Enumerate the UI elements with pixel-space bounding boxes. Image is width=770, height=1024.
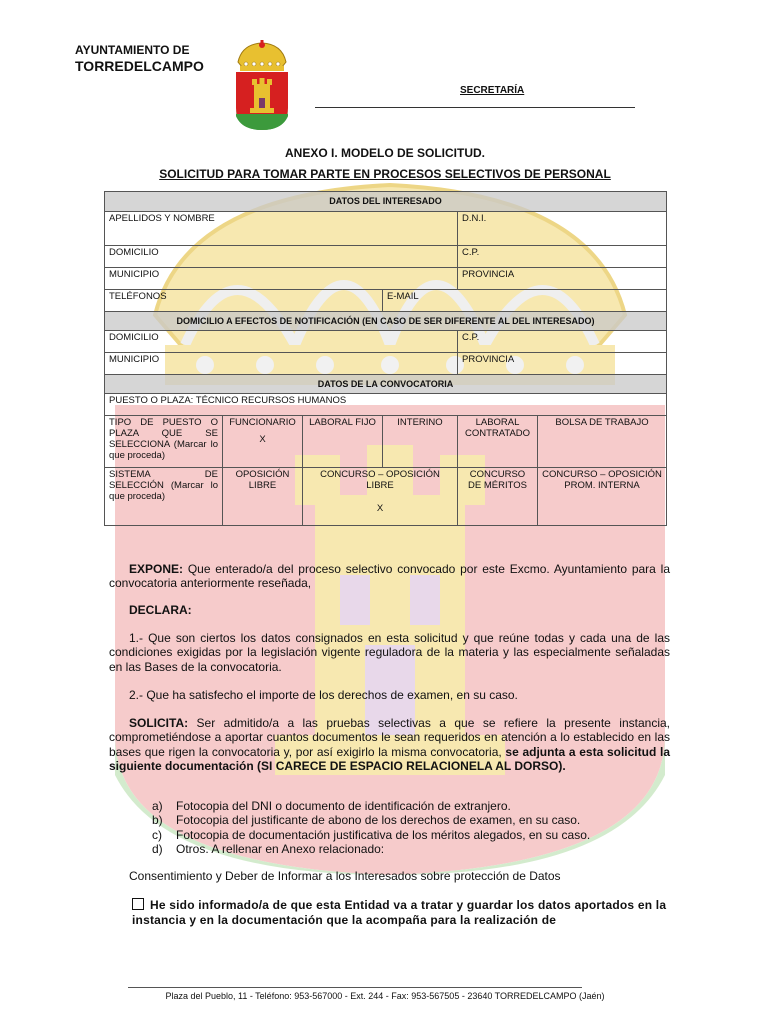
address-field[interactable] (105, 246, 458, 268)
footer-address: Plaza del Pueblo, 11 - Teléfono: 953-567000 - Ext. 244 - Fax: 953-567505 - 23640 TORREDELCAMPO (Jaén) (165, 991, 605, 1001)
dni-field[interactable] (458, 212, 667, 246)
department-label: SECRETARÍA (460, 85, 525, 96)
declara-item-1: 1.- Que son ciertos los datos consignados en esta solicitud y que reúne todas y cada una de las condiciones exigidas por la legislación vigente reguladora de la materia y las especialmente señaladas en las Bases de la convocatoria. (109, 631, 670, 674)
declara-heading (109, 603, 670, 617)
option-oposicion-libre-label: OPOSICIÓN LIBRE (235, 469, 290, 491)
municipality-label: MUNICIPIO (109, 269, 160, 280)
expone-label: EXPONE: (129, 562, 184, 576)
post-label: PUESTO O PLAZA: TÉCNICO RECURSOS HUMANOS (109, 395, 347, 406)
option-concurso-oposicion-label: CONCURSO – OPOSICIÓN LIBRE (320, 469, 440, 491)
option-oposicion-libre[interactable] (223, 468, 303, 526)
org-name-line2: TORREDELCAMPO (75, 58, 204, 74)
list-item-letter: a) (152, 799, 163, 813)
expone-text: Que enterado/a del proceso selectivo convocado por este Excmo. Ayuntamiento para la convocatoria anteriormente reseñada, (109, 562, 670, 591)
address-label: DOMICILIO (109, 247, 159, 258)
notif-province-field[interactable] (458, 353, 667, 375)
funcionario-mark: X (259, 434, 266, 445)
documents-list (152, 799, 590, 857)
solicita-text: Ser admitido/a a las pruebas selectivas a que se refiere la presente instancia, comprometiéndose a aportar cuantos documentos le sean requeridos en atención a lo establecido en las bases que rigen la convocatoria y, por así exigirlo la misma convocatoria, (109, 716, 670, 759)
postcode-field[interactable] (458, 246, 667, 268)
option-concurso-meritos-label: CONCURSO DE MÉRITOS (468, 469, 527, 491)
list-item (152, 842, 590, 856)
option-laboral-contratado[interactable] (458, 416, 538, 468)
coat-of-arms-logo (232, 40, 292, 132)
province-field[interactable] (458, 268, 667, 290)
annex-title: ANEXO I. MODELO DE SOLICITUD. (284, 146, 485, 160)
solicita-bold-text: se adjunta a esta solicitud la siguiente documentación (SI CARECE DE ESPACIO RELACIONELA AL DORSO). (109, 744, 670, 774)
option-bolsa-trabajo[interactable] (538, 416, 667, 468)
postcode-label: C.P. (462, 247, 480, 258)
province-label: PROVINCIA (462, 269, 515, 280)
email-label: E-MAIL (387, 291, 419, 302)
municipality-field[interactable] (105, 268, 458, 290)
list-item-text: Fotocopia del justificante de abono de los derechos de examen, en su caso. (176, 813, 581, 828)
consent-checkbox-text: He sido informado/a de que esta Entidad va a tratar y guardar los datos aportados en la instancia y en la documentación que la acompaña para la realización de (132, 898, 667, 927)
notif-province-label: PROVINCIA (462, 354, 515, 365)
list-item-text: Fotocopia del DNI o documento de identificación de extranjero. (176, 799, 511, 813)
option-concurso-meritos[interactable] (458, 468, 538, 526)
declara-label: DECLARA: (129, 603, 192, 617)
department-underline (315, 107, 635, 108)
org-name-line1: AYUNTAMIENTO DE (75, 43, 190, 57)
list-item-letter: c) (152, 827, 162, 842)
concurso-oposicion-mark: X (376, 503, 384, 514)
selection-system-label: SISTEMA DE SELECCIÓN (Marcar lo que proceda) (105, 468, 223, 526)
list-item (152, 813, 590, 827)
notif-address-label: DOMICILIO (109, 332, 159, 343)
list-item-text: Otros. A rellenar en Anexo relacionado: (176, 842, 385, 857)
option-interino[interactable] (383, 416, 458, 468)
notif-address-field[interactable] (105, 331, 458, 353)
notif-municipality-label: MUNICIPIO (109, 354, 160, 365)
section-call-header: DATOS DE LA CONVOCATORIA (105, 375, 667, 394)
list-item-letter: b) (152, 813, 163, 828)
option-laboral-fijo-label: LABORAL FIJO (309, 417, 376, 428)
phones-label: TELÉFONOS (109, 291, 167, 302)
form-title: SOLICITUD PARA TOMAR PARTE EN PROCESOS SELECTIVOS DE PERSONAL (159, 167, 611, 181)
option-laboral-contratado-label: LABORAL CONTRATADO (464, 417, 531, 439)
consent-heading: Consentimiento y Deber de Informar a los Interesados sobre protección de Datos (129, 869, 561, 883)
post-type-label: TIPO DE PUESTO O PLAZA QUE SE SELECCIONA (Marcar lo que proceda) (105, 416, 223, 468)
option-interino-label: INTERINO (397, 417, 443, 428)
solicita-paragraph (109, 716, 670, 774)
consent-checkbox[interactable] (132, 898, 144, 910)
section-applicant-header: DATOS DEL INTERESADO (105, 192, 667, 212)
consent-checkbox-row (132, 898, 670, 928)
surname-name-label: APELLIDOS Y NOMBRE (109, 213, 215, 224)
option-funcionario[interactable] (223, 416, 303, 468)
email-field[interactable] (383, 290, 667, 312)
dni-label: D.N.I. (462, 213, 487, 224)
list-item (152, 828, 590, 842)
option-concurso-prom-label: CONCURSO – OPOSICIÓN PROM. INTERNA (542, 469, 662, 491)
option-concurso-prom-interna[interactable] (538, 468, 667, 526)
list-item-letter: d) (152, 842, 163, 857)
option-funcionario-label: FUNCIONARIO (229, 417, 296, 428)
declara-item-2: 2.- Que ha satisfecho el importe de los derechos de examen, en su caso. (129, 688, 518, 702)
notif-municipality-field[interactable] (105, 353, 458, 375)
footer-divider (128, 987, 582, 988)
notif-postcode-label: C.P. (462, 332, 480, 343)
surname-name-field[interactable] (105, 212, 458, 246)
option-concurso-oposicion[interactable] (303, 468, 458, 526)
expone-paragraph (109, 562, 670, 591)
application-form-table (104, 191, 667, 526)
list-item (152, 799, 590, 813)
section-notification-header: DOMICILIO A EFECTOS DE NOTIFICACIÓN (EN CASO DE SER DIFERENTE AL DEL INTERESADO) (105, 312, 667, 331)
list-item-text: Fotocopia de documentación justificativa de los méritos alegados, en su caso. (176, 827, 591, 842)
notif-postcode-field[interactable] (458, 331, 667, 353)
option-laboral-fijo[interactable] (303, 416, 383, 468)
post-field (105, 394, 667, 416)
phones-field[interactable] (105, 290, 383, 312)
solicita-label: SOLICITA: (129, 716, 189, 730)
option-bolsa-trabajo-label: BOLSA DE TRABAJO (555, 417, 649, 428)
